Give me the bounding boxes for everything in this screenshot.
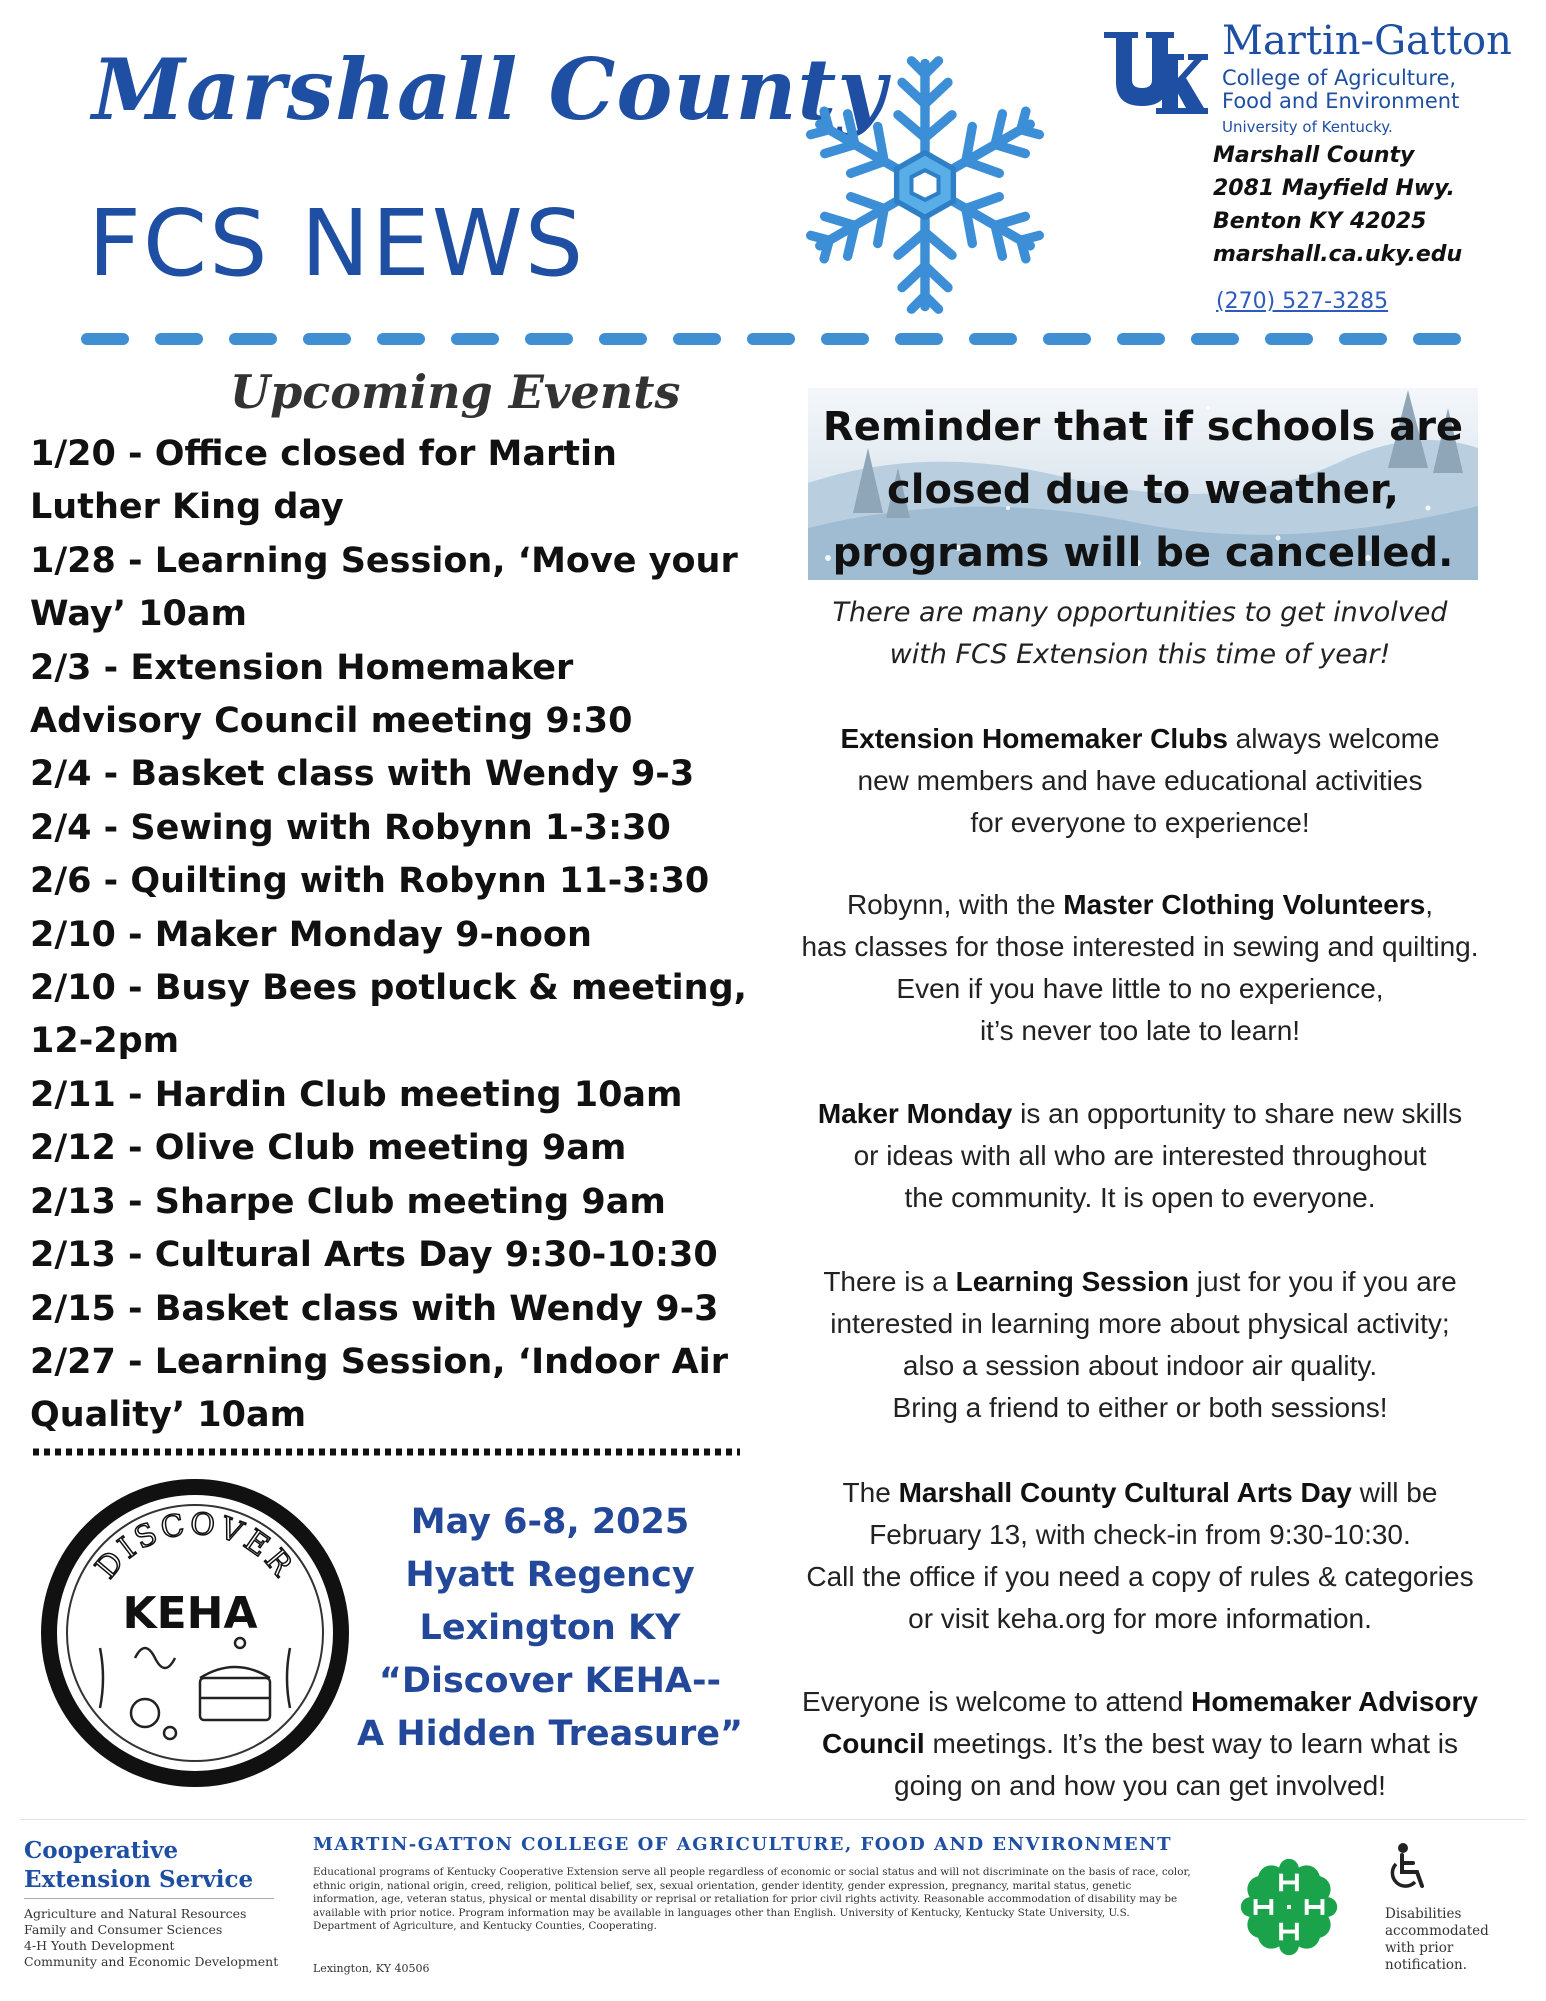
upcoming-events-heading: Upcoming Events <box>230 365 681 419</box>
office-website[interactable]: marshall.ca.uky.edu <box>1213 242 1463 267</box>
event-item: 1/28 - Learning Session, ‘Move your Way’ 10am <box>30 540 738 635</box>
paragraph-line: also a session about indoor air quality. <box>902 1350 1378 1381</box>
paragraph-line: it’s never too late to learn! <box>979 1015 1301 1046</box>
header-divider <box>80 332 1480 346</box>
event-item: 2/13 - Sharpe Club meeting 9am <box>30 1181 666 1222</box>
office-city: Benton KY 42025 <box>1213 209 1427 234</box>
footer-city: Lexington, KY 40506 <box>313 1962 430 1975</box>
reminder-line: programs will be cancelled. <box>832 530 1454 576</box>
text-span: is an opportunity to share new skills <box>1012 1098 1463 1129</box>
paragraph-line: Even if you have little to no experience, <box>896 973 1384 1004</box>
office-name: Marshall County <box>1213 143 1415 168</box>
newsletter-title-county: Marshall County <box>92 40 888 139</box>
bold-term: Extension Homemaker Clubs <box>840 723 1228 754</box>
paragraph-learning-session <box>760 1261 1520 1429</box>
footer-college-name: MARTIN-GATTON COLLEGE OF AGRICULTURE, FOOD AND ENVIRONMENT <box>313 1834 1172 1855</box>
text-span: will be <box>1351 1477 1438 1508</box>
accessibility-note <box>1385 1906 1535 1974</box>
4h-clover-icon <box>1230 1848 1348 1966</box>
program-item: 4-H Youth Development <box>24 1938 175 1953</box>
access-line: Disabilities <box>1385 1906 1462 1922</box>
wheelchair-accessible-icon <box>1385 1842 1431 1892</box>
conference-dates: May 6-8, 2025 <box>410 1502 690 1542</box>
text-span: Everyone is welcome to attend <box>802 1686 1192 1717</box>
paragraph-advisory-council <box>760 1681 1520 1807</box>
paragraph-master-clothing <box>760 884 1520 1052</box>
paragraph-line: or ideas with all who are interested throughout <box>853 1140 1427 1171</box>
ces-line: Extension Service <box>24 1866 254 1893</box>
program-item: Community and Economic Development <box>24 1954 279 1969</box>
paragraph-maker-monday <box>760 1093 1520 1219</box>
snowflake-icon <box>790 50 1060 320</box>
keha-seal-icon <box>40 1478 350 1788</box>
text-span: just for you if you are <box>1189 1266 1457 1297</box>
program-item: Family and Consumer Sciences <box>24 1922 223 1937</box>
events-list <box>30 428 750 1443</box>
office-street: 2081 Mayfield Hwy. <box>1213 176 1455 201</box>
keha-conference-info <box>350 1496 750 1761</box>
bold-term: Homemaker Advisory <box>1191 1686 1478 1717</box>
paragraph-line: February 13, with check-in from 9:30-10:30. <box>869 1519 1411 1550</box>
ces-divider <box>24 1898 274 1899</box>
bold-term: Maker Monday <box>817 1098 1013 1129</box>
access-line: accommodated <box>1385 1923 1489 1939</box>
text-span: There is a <box>823 1266 956 1297</box>
text-span: The <box>842 1477 899 1508</box>
reminder-line: Reminder that if schools are <box>822 404 1464 450</box>
paragraph-line: for everyone to experience! <box>970 807 1310 838</box>
intro-line: with FCS Extension this time of year! <box>889 639 1391 670</box>
conference-city: Lexington KY <box>419 1608 681 1648</box>
bold-term: Master Clothing Volunteers <box>1063 889 1426 920</box>
events-divider <box>30 1447 742 1457</box>
event-item: 2/10 - Maker Monday 9-noon <box>30 914 592 955</box>
text-span: , <box>1425 889 1434 920</box>
event-item: 2/27 - Learning Session, ‘Indoor Air Quality’ 10am <box>30 1341 728 1436</box>
newsletter-title-fcs-news: FCS NEWS <box>88 190 586 297</box>
event-item: 2/4 - Basket class with Wendy 9-3 <box>30 754 695 795</box>
event-item: 2/11 - Hardin Club meeting 10am <box>30 1074 683 1115</box>
event-item: 2/12 - Olive Club meeting 9am <box>30 1128 627 1169</box>
uk-logo-icon <box>1100 22 1210 122</box>
nondiscrimination-statement: Educational programs of Kentucky Cooperative Extension serve all people regardless of economic or social status and will not discriminate on the basis of race, color, ethnic origin, national origin, creed, religion, political belief, sex, sexual orientation, gender identity, gender expression, pregnancy, marital status, genetic information, age, veteran status, physical or mental disability or reprisal or retaliation for prior civil rights activity. Reasonable accommodation of disability may be available with prior notice. Program information may be available in languages other than English. University of Kentucky, Kentucky State University, U.S. Department of Agriculture, and Kentucky Counties, Cooperating. <box>313 1866 1191 1933</box>
event-item: 2/3 - Extension Homemaker Advisory Council meeting 9:30 <box>30 647 633 742</box>
paragraph-line: Bring a friend to either or both sessions! <box>892 1392 1388 1423</box>
text-span: meetings. It’s the best way to learn what is <box>924 1728 1458 1759</box>
event-item: 2/6 - Quilting with Robynn 11-3:30 <box>30 861 710 902</box>
footer-divider <box>20 1819 1526 1820</box>
bold-term: Learning Session <box>955 1266 1189 1297</box>
paragraph-line: has classes for those interested in sewing and quilting. <box>801 931 1479 962</box>
conference-theme-line1: “Discover KEHA-- <box>378 1661 722 1701</box>
seal-top-text: DISCOVER <box>88 1506 302 1586</box>
paragraph-line: the community. It is open to everyone. <box>904 1182 1376 1213</box>
ces-line: Cooperative <box>24 1837 179 1864</box>
seal-keha-text: KEHA <box>122 1588 258 1639</box>
extension-programs-list <box>24 1906 278 1970</box>
reminder-line: closed due to weather, <box>887 467 1399 513</box>
paragraph-cultural-arts-day <box>760 1472 1520 1640</box>
text-span: Robynn, with the <box>846 889 1064 920</box>
event-item: 1/20 - Office closed for Martin Luther King day <box>30 434 617 528</box>
bold-term: Council <box>822 1728 925 1759</box>
intro-line: There are many opportunities to get involved <box>832 597 1448 628</box>
event-item: 2/15 - Basket class with Wendy 9-3 <box>30 1288 719 1329</box>
university-name: University of Kentucky. <box>1222 118 1393 136</box>
paragraph-line: interested in learning more about physical activity; <box>830 1308 1450 1339</box>
weather-reminder-text <box>808 396 1478 580</box>
cooperative-extension-logo <box>24 1836 284 1894</box>
office-phone-link[interactable]: (270) 527-3285 <box>1216 289 1389 314</box>
program-item: Agriculture and Natural Resources <box>24 1906 247 1921</box>
college-subtitle-1: College of Agriculture, <box>1222 66 1457 90</box>
event-item: 2/10 - Busy Bees potluck & meeting, 12-2pm <box>30 968 747 1062</box>
paragraph-line: Call the office if you need a copy of rules & categories <box>806 1561 1474 1592</box>
paragraph-line: or visit keha.org for more information. <box>908 1603 1372 1634</box>
conference-theme-line2: A Hidden Treasure” <box>357 1714 743 1754</box>
conference-venue: Hyatt Regency <box>405 1555 695 1595</box>
paragraph-line: going on and how you can get involved! <box>894 1770 1386 1801</box>
weather-reminder-banner <box>808 388 1478 580</box>
paragraph-homemaker-clubs <box>760 718 1520 844</box>
access-line: with prior notification. <box>1385 1940 1468 1973</box>
event-item: 2/13 - Cultural Arts Day 9:30-10:30 <box>30 1235 718 1276</box>
event-item: 2/4 - Sewing with Robynn 1-3:30 <box>30 807 671 848</box>
paragraph-line: new members and have educational activities <box>857 765 1423 796</box>
text-span: always welcome <box>1227 723 1440 754</box>
college-subtitle-2: Food and Environment <box>1222 89 1460 113</box>
college-name: Martin-Gatton <box>1222 18 1512 64</box>
intro-text <box>780 592 1500 676</box>
bold-term: Marshall County Cultural Arts Day <box>898 1477 1352 1508</box>
